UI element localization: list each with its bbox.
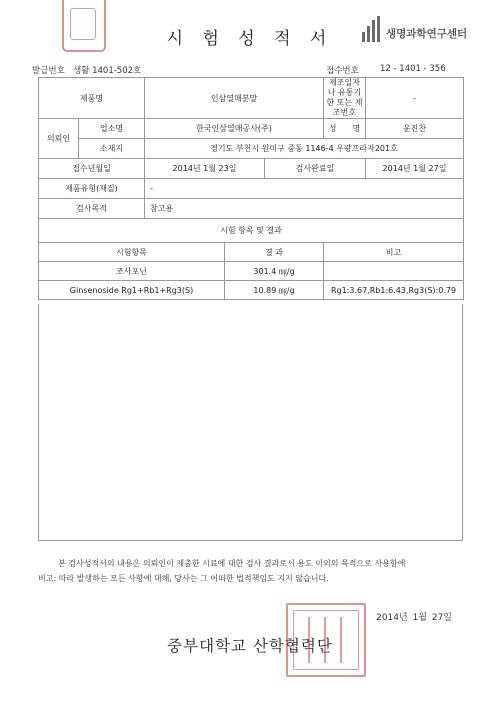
notice-line-2: 비고: 따라 발생하는 모든 사항에 대해, 당사는 그 어떠한 법적책임도 지지 않습니다.: [38, 574, 329, 583]
company-label: 업소명: [79, 119, 145, 139]
maker-label: 제조일자나 유통기한 또는 제조번호: [324, 78, 366, 119]
type-value: -: [145, 179, 464, 199]
col-note-header: 비고: [324, 243, 464, 262]
result-value: 301.4 ㎎/g: [225, 262, 324, 281]
result-item: 조사포닌: [39, 262, 225, 281]
receipt-label: 접수번호: [326, 66, 359, 76]
legal-notice: [38, 556, 468, 586]
col-result-header: 결 과: [225, 243, 324, 262]
name-label: 성 명: [324, 119, 366, 139]
issue-number: [32, 64, 141, 76]
receipt-date-value: 2014년 1월 23일: [145, 159, 265, 179]
results-empty-area: [38, 304, 463, 541]
notice-line-1: 본 검사성적서의 내용은 의뢰인이 제출한 시료에 대한 검사 결과로서 용도 이외의 목적으로 사용함에: [58, 559, 406, 568]
result-note: [324, 262, 464, 281]
table-row: [39, 281, 464, 300]
issue-date: 2014년 1월 27일: [376, 613, 452, 623]
product-value: 인삼열매분말: [145, 78, 324, 119]
date-row: [39, 159, 464, 179]
address-value: 경기도 부천시 원미구 중동 1146-4 우광프라자201호: [145, 139, 464, 159]
receipt-value: 12 - 1401 - 356: [380, 64, 446, 74]
purpose-value: 참고용: [145, 199, 464, 219]
purpose-row: [39, 199, 464, 219]
type-row: [39, 179, 464, 199]
company-row: [39, 119, 464, 139]
product-label: 제품명: [39, 78, 145, 119]
issuer-name: 중부대학교 산학협력단: [167, 637, 333, 655]
address-label: 소재지: [79, 139, 145, 159]
logo-bars-icon: [362, 16, 384, 42]
certificate-table: [38, 77, 464, 300]
type-label: 제품유형(재질): [39, 179, 145, 199]
results-header-row: [39, 243, 464, 262]
done-date-label: 검사완료일: [265, 159, 366, 179]
receipt-date-label: 접수년월일: [39, 159, 145, 179]
logo-text: 생명과학연구센터: [386, 28, 468, 40]
table-row: [39, 262, 464, 281]
result-value: 10.89 ㎎/g: [225, 281, 324, 300]
col-item-header: 시험항목: [39, 243, 225, 262]
done-date-value: 2014년 1월 27일: [366, 159, 464, 179]
results-section-row: [39, 219, 464, 243]
address-row: [39, 139, 464, 159]
results-section-title: 시험 항목 및 결과: [39, 219, 464, 243]
issue-label: 발급번호: [32, 66, 65, 76]
product-row: [39, 78, 464, 119]
result-note: Rg1:3.67,Rb1:6.43,Rg3(S):0.79: [324, 281, 464, 300]
company-value: 한국인삼열매공사(주): [145, 119, 324, 139]
logo: [362, 14, 480, 48]
name-value: 윤진찬: [366, 119, 464, 139]
purpose-label: 검사목적: [39, 199, 145, 219]
result-item: Ginsenoside Rg1+Rb1+Rg3(S): [39, 281, 225, 300]
maker-value: -: [366, 78, 464, 119]
issue-value: 생활 1401-502호: [72, 66, 142, 76]
document-title: 시 험 성 적 서: [166, 29, 334, 49]
client-label: 의뢰인: [39, 119, 79, 159]
